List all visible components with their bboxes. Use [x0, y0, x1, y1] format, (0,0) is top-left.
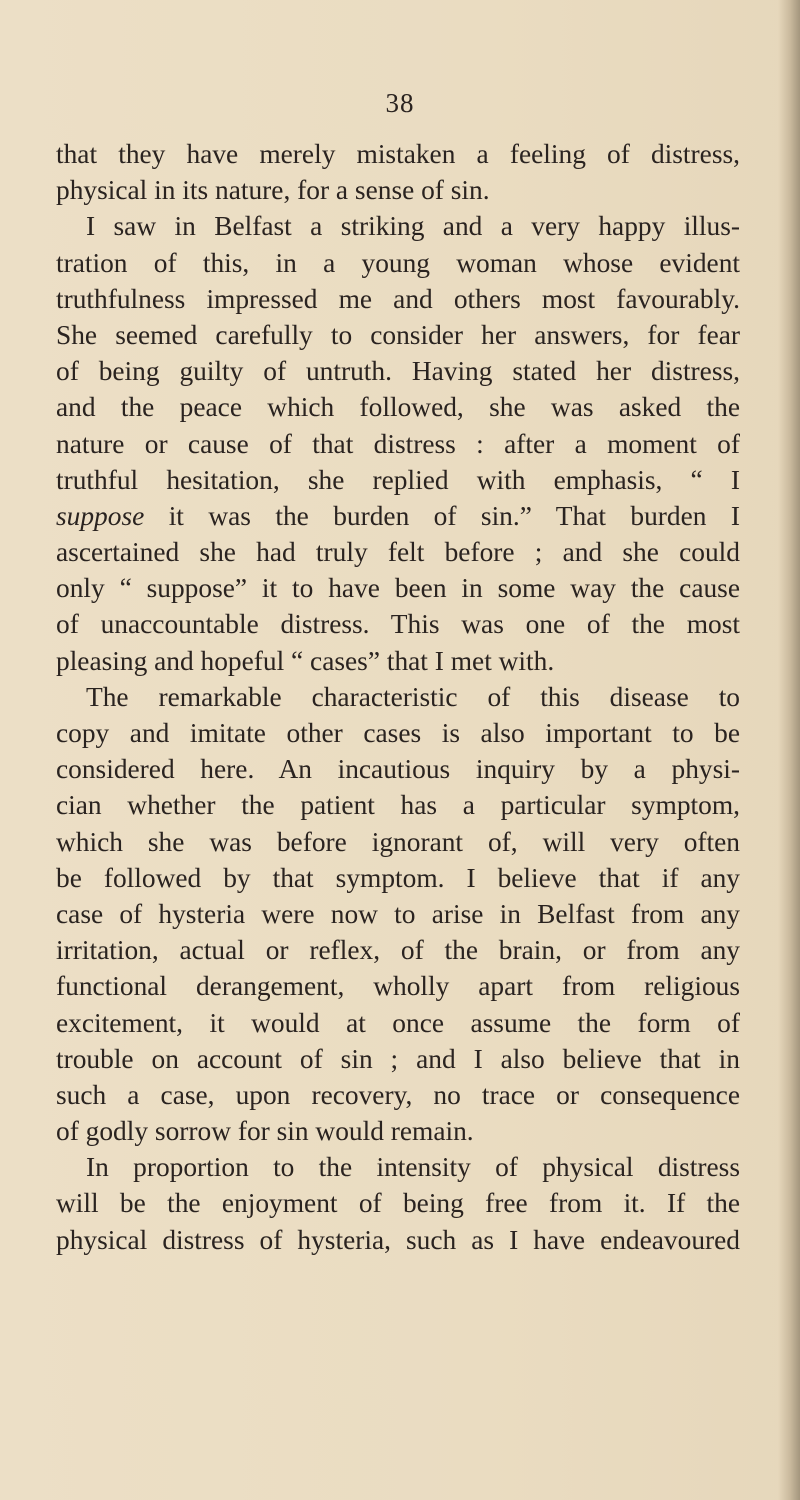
text-line: of godly sorrow for sin would remain. [56, 1116, 474, 1147]
text-line: and the peace which followed, she was asked the [56, 392, 740, 423]
text-line: truthfulness impressed me and others most favourably. [56, 283, 740, 314]
text-line: of being guilty of untruth. Having stated her distress, [56, 356, 740, 387]
text-line: tration of this, in a young woman whose evident [56, 247, 740, 278]
text-line: considered here. An incautious inquiry by a physi- [56, 754, 740, 785]
text-line: copy and imitate other cases is also important to be [56, 718, 740, 748]
text-line: nature or cause of that distress : after a moment of [56, 428, 740, 459]
text-line: be followed by that symptom. I believe that if any [56, 862, 740, 893]
text-line: functional derangement, wholly apart from religious [56, 971, 740, 1002]
body-text [56, 136, 740, 1258]
text-line: truthful hesitation, she replied with emphasis, “ I [56, 464, 740, 495]
text-line: cian whether the patient has a particular symptom, [56, 790, 740, 821]
text-line: which she was before ignorant of, will very often [56, 826, 740, 857]
text-line: such a case, upon recovery, no trace or consequence [56, 1079, 740, 1110]
page-edge-shadow [778, 0, 800, 1500]
text-line: pleasing and hopeful “ cases” that I met with. [56, 645, 555, 676]
text-line: ascertained she had truly felt before ; and she could [56, 537, 740, 568]
text-line: trouble on account of sin ; and I also believe that in [56, 1043, 740, 1074]
text-line: excitement, it would at once assume the form of [56, 1007, 740, 1038]
text-line: will be the enjoyment of being free from it. If the [56, 1188, 740, 1219]
text-line: case of hysteria were now to arise in Belfast from any [56, 898, 740, 929]
text-line: The remarkable characteristic of this disease to [86, 681, 740, 712]
text-line: She seemed carefully to consider her answers, for fear [56, 319, 740, 350]
text-line: physical in its nature, for a sense of sin. [56, 175, 490, 206]
text-line: physical distress of hysteria, such as I have endeavoured [56, 1224, 740, 1255]
text-line: irritation, actual or reflex, of the brain, or from any [56, 935, 740, 966]
text-line: In proportion to the intensity of physical distress [86, 1152, 740, 1183]
text-line: that they have merely mistaken a feeling of distress, [56, 139, 740, 169]
page-number: 38 [385, 88, 415, 118]
text-line: only “ suppose” it to have been in some way the cause [56, 573, 740, 604]
italic-word: suppose [56, 500, 145, 531]
text-line-with-italic [56, 498, 740, 534]
text-line-rest: it was the burden of sin.” That burden I [168, 500, 740, 531]
text-line: of unaccountable distress. This was one of the most [56, 609, 740, 640]
text-line: I saw in Belfast a striking and a very happy illus- [86, 211, 740, 242]
